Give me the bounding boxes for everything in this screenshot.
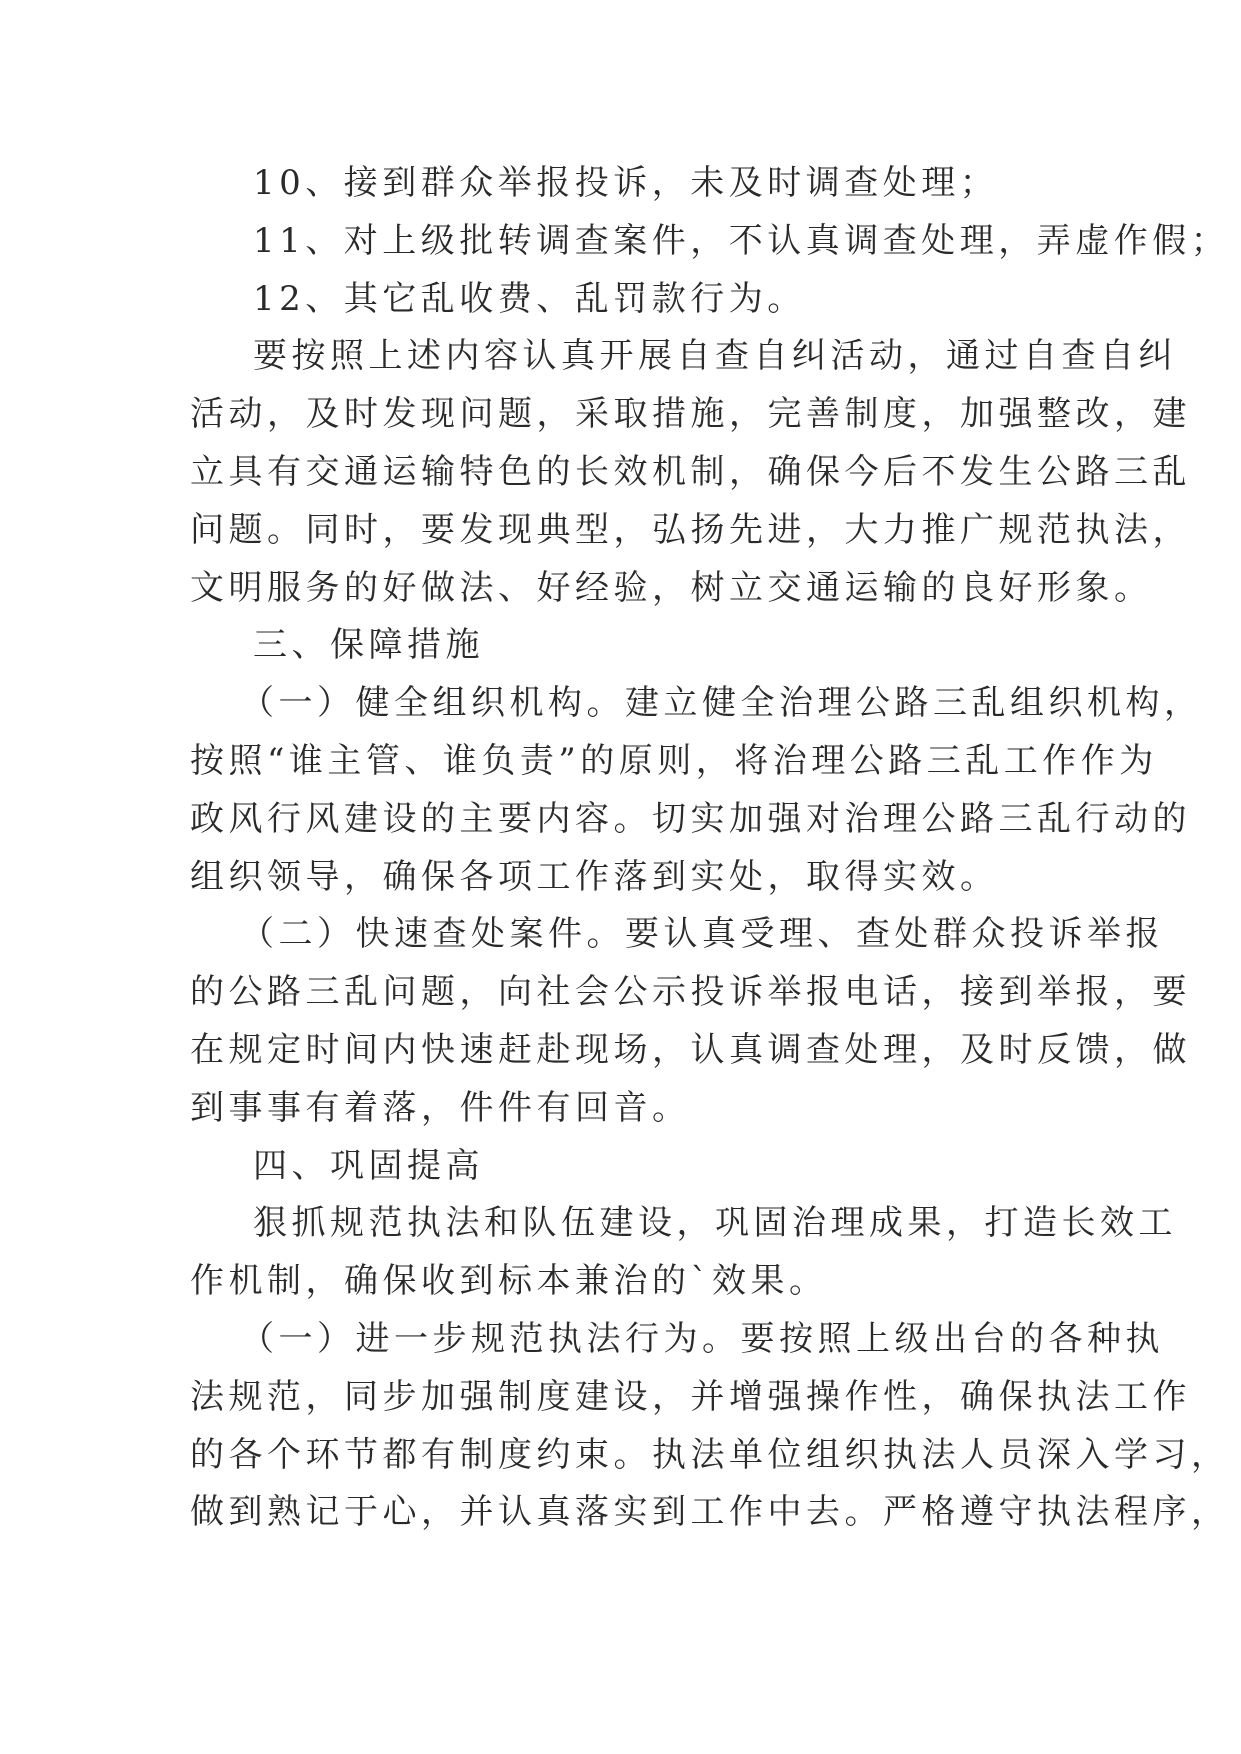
section-heading-4: 四、巩固提高: [253, 1145, 484, 1186]
paragraph-line: 法规范，同步加强制度建设，并增强操作性，确保执法工作: [190, 1376, 1191, 1417]
item-11: 11、对上级批转调查案件，不认真调查处理，弄虚作假；: [253, 220, 1230, 261]
document-body: [190, 155, 1230, 1542]
paragraph-line: 的各个环节都有制度约束。执法单位组织执法人员深入学习，: [190, 1434, 1230, 1475]
paragraph-line: 狠抓规范执法和队伍建设，巩固治理成果，打造长效工: [253, 1203, 1177, 1244]
paragraph-line: 的公路三乱问题，向社会公示投诉举报电话，接到举报，要: [190, 972, 1191, 1013]
paragraph-line: 作机制，确保收到标本兼治的`效果。: [190, 1261, 828, 1302]
paragraph-line: 政风行风建设的主要内容。切实加强对治理公路三乱行动的: [190, 798, 1191, 839]
paragraph-line: 做到熟记于心，并认真落实到工作中去。严格遵守执法程序，: [190, 1492, 1230, 1533]
item-12: 12、其它乱收费、乱罚款行为。: [253, 278, 806, 319]
paragraph-line: 在规定时间内快速赶赴现场，认真调查处理，及时反馈，做: [190, 1029, 1191, 1070]
paragraph-line: 要按照上述内容认真开展自查自纠活动，通过自查自纠: [253, 336, 1177, 377]
paragraph-line: 问题。同时，要发现典型，弘扬先进，大力推广规范执法，: [190, 509, 1191, 550]
subsection-1-line: （一）健全组织机构。建立健全治理公路三乱组织机构，: [240, 683, 1203, 724]
paragraph-line: 文明服务的好做法、好经验，树立交通运输的良好形象。: [190, 567, 1153, 608]
subsection-1-line: （一）进一步规范执法行为。要按照上级出台的各种执: [240, 1318, 1164, 1359]
paragraph-line: 组织领导，确保各项工作落到实处，取得实效。: [190, 856, 999, 897]
paragraph-line: 按照“谁主管、谁负责”的原则，将治理公路三乱工作作为: [190, 740, 1158, 781]
section-heading-3: 三、保障措施: [253, 625, 484, 666]
paragraph-line: 到事事有着落，件件有回音。: [190, 1087, 691, 1128]
item-10: 10、接到群众举报投诉，未及时调查处理；: [253, 163, 999, 203]
subsection-2-line: （二）快速查处案件。要认真受理、查处群众投诉举报: [240, 914, 1164, 955]
paragraph-line: 立具有交通运输特色的长效机制，确保今后不发生公路三乱: [190, 451, 1191, 492]
paragraph-line: 活动，及时发现问题，采取措施，完善制度，加强整改，建: [190, 394, 1191, 435]
